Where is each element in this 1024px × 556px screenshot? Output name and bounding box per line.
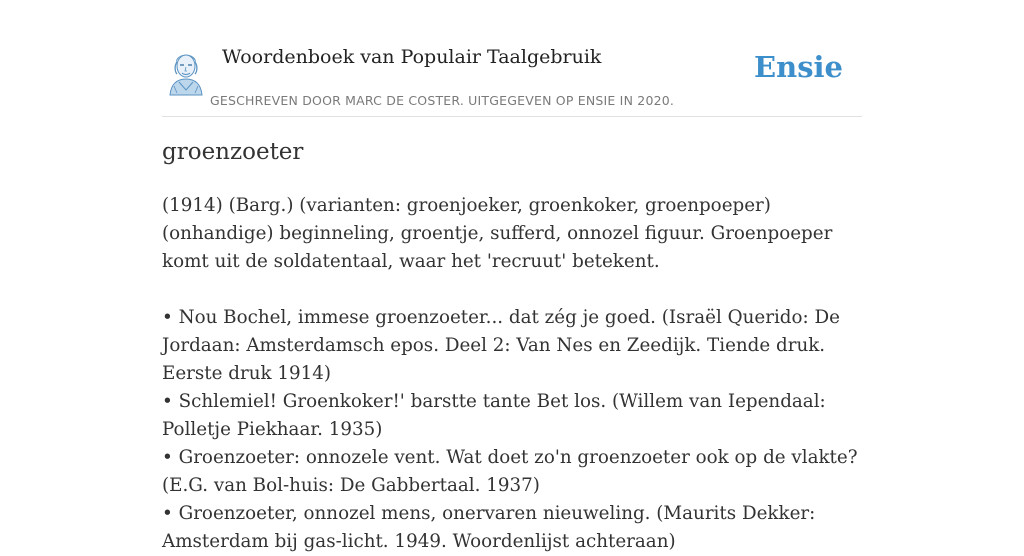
- dictionary-header: [162, 40, 862, 117]
- paragraph-spacer: [162, 276, 872, 304]
- example-quote: • Schlemiel! Groenkoker!' barstte tante Bet los. (Willem van Iependaal: Polletje Piekhaar. 1935): [162, 391, 826, 440]
- example-quote: • Groenzoeter: onnozele vent. Wat doet zo'n groenzoeter ook op de vlakte? (E.G. van Bol-huis: De Gabbertaal. 1937): [162, 447, 858, 496]
- author-portrait-icon: [164, 46, 208, 96]
- entry-definition: [162, 192, 872, 556]
- ensie-logo-link[interactable]: Ensie: [754, 50, 843, 84]
- example-quote: • Groenzoeter, onnozel mens, onervaren nieuweling. (Maurits Dekker: Amsterdam bij gas-licht. 1949. Woordenlijst achteraan): [162, 503, 816, 552]
- definition-text: (1914) (Barg.) (varianten: groenjoeker, groenkoker, groenpoeper) (onhandige) beginneling, groentje, sufferd, onnozel figuur. Groenpoeper komt uit de soldatentaal, waar het 'recruut' betekent.: [162, 195, 833, 272]
- dictionary-title[interactable]: Woordenboek van Populair Taalgebruik: [222, 46, 602, 68]
- author-byline: GESCHREVEN DOOR MARC DE COSTER. UITGEGEVEN OP ENSIE IN 2020.: [210, 93, 675, 108]
- entry-title: groenzoeter: [162, 139, 304, 165]
- example-quote: • Nou Bochel, immese groenzoeter... dat zég je goed. (Israël Querido: De Jordaan: Amsterdamsch epos. Deel 2: Van Nes en Zeedijk. Tiende druk. Eerste druk 1914): [162, 307, 840, 384]
